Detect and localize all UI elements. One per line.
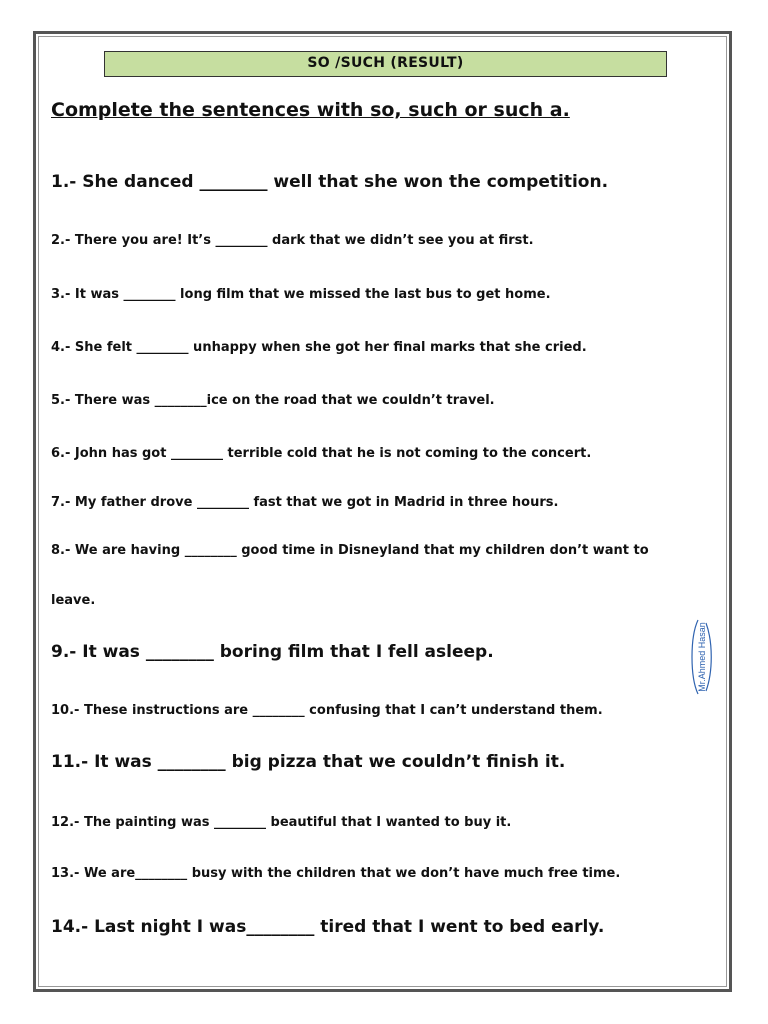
sentence-8-continuation: leave. (51, 593, 96, 608)
sentence-8: 8.- We are having ________ good time in Disneyland that my children don’t want to (51, 543, 649, 558)
sentence-14: 14.- Last night I was________ tired that I went to bed early. (51, 917, 605, 937)
worksheet-title: SO /SUCH (RESULT) (104, 51, 667, 77)
sentence-12: 12.- The painting was ________ beautiful that I wanted to buy it. (51, 815, 512, 830)
sentence-10: 10.- These instructions are ________ confusing that I can’t understand them. (51, 703, 603, 718)
sentence-1: 1.- She danced ________ well that she won the competition. (51, 172, 609, 192)
sentence-5: 5.- There was ________ice on the road that we couldn’t travel. (51, 393, 495, 408)
sentence-13: 13.- We are________ busy with the children that we don’t have much free time. (51, 866, 621, 881)
signature-text: Mr.Ahmed Hasan (697, 622, 707, 692)
sentence-6: 6.- John has got ________ terrible cold that he is not coming to the concert. (51, 446, 592, 461)
sentence-2: 2.- There you are! It’s ________ dark that we didn’t see you at first. (51, 233, 534, 248)
sentence-11: 11.- It was ________ big pizza that we couldn’t finish it. (51, 752, 566, 772)
sentence-3: 3.- It was ________ long film that we missed the last bus to get home. (51, 287, 551, 302)
sentence-7: 7.- My father drove ________ fast that we got in Madrid in three hours. (51, 495, 559, 510)
sentence-9: 9.- It was ________ boring film that I fell asleep. (51, 642, 494, 662)
sentence-4: 4.- She felt ________ unhappy when she got her final marks that she cried. (51, 340, 587, 355)
instructions-heading: Complete the sentences with so, such or such a. (51, 99, 570, 121)
